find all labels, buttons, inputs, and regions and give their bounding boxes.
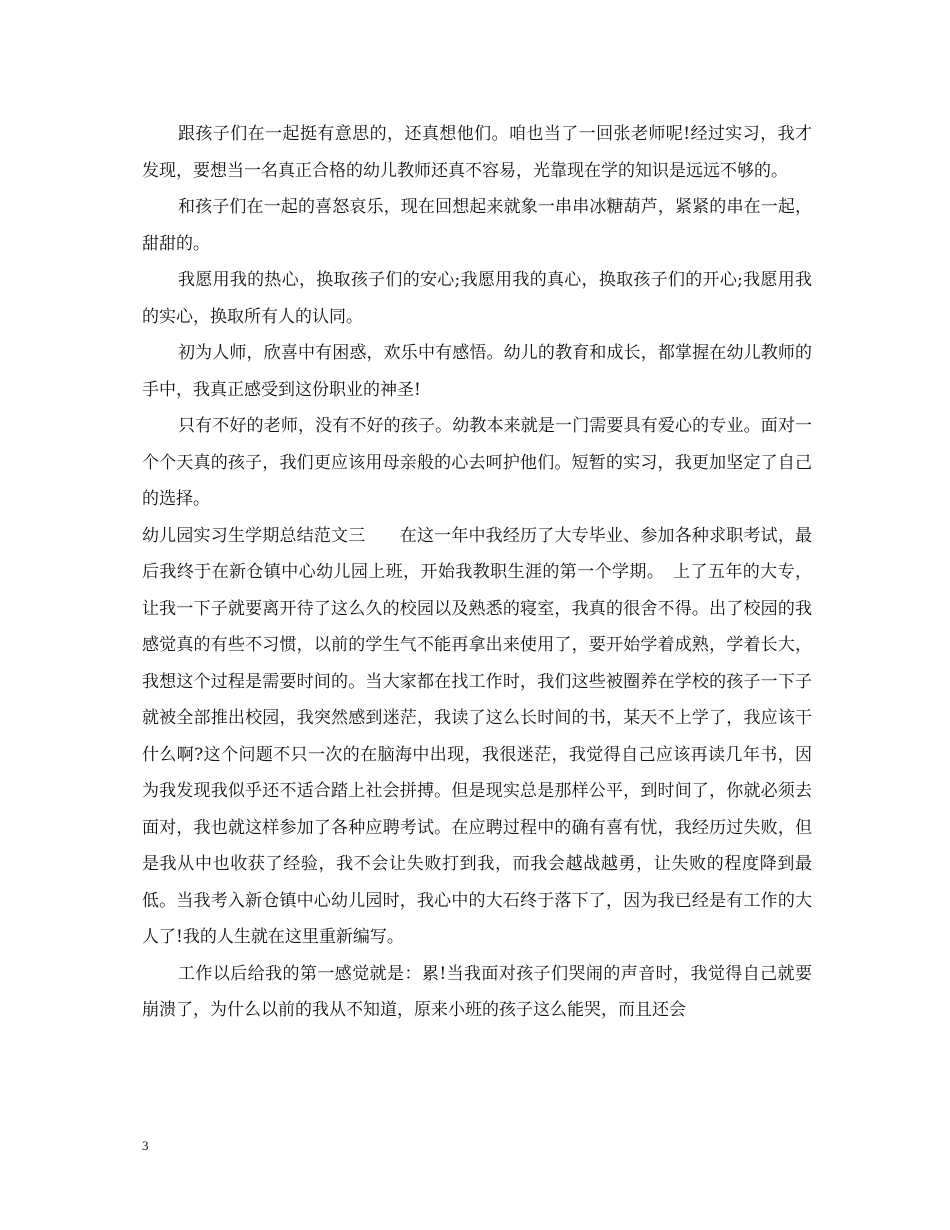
paragraph-4: 初为人师，欣喜中有困惑，欢乐中有感悟。幼儿的教育和成长，都掌握在幼儿教师的手中，我真正感受到这份职业的神圣! bbox=[142, 343, 812, 400]
paragraph-7: 工作以后给我的第一感觉就是：累!当我面对孩子们哭闹的声音时，我觉得自己就要崩溃了，为什么以前的我从不知道，原来小班的孩子这么能哭，而且还会 bbox=[142, 963, 812, 1020]
paragraph-3: 我愿用我的热心，换取孩子们的安心;我愿用我的真心，换取孩子们的开心;我愿用我的实心，换取所有人的认同。 bbox=[142, 270, 812, 327]
paragraph-2: 和孩子们在一起的喜怒哀乐，现在回想起来就象一串串冰糖葫芦，紧紧的串在一起，甜甜的。 bbox=[142, 197, 812, 254]
paragraph-1: 跟孩子们在一起挺有意思的，还真想他们。咱也当了一回张老师呢!经过实习，我才发现，要想当一名真正合格的幼儿教师还真不容易，光靠现在学的知识是远远不够的。 bbox=[142, 124, 812, 181]
page-number: 3 bbox=[142, 1138, 149, 1153]
paragraph-6-section-heading: 幼儿园实习生学期总结范文三 在这一年中我经历了大专毕业、参加各种求职考试，最后我终于在新仓镇中心幼儿园上班，开始我教职生涯的第一个学期。 上了五年的大专，让我一下子就要离开待了这么久的校园以及熟悉的寝室，我真的很舍不得。出了校园的我感觉真的有些不习惯，以前的学生气不能再拿出来使用了，要开始学着成熟，学着长大，我想这个过程是需要时间的。当大家都在找工作时，我们这些被圈养在学校的孩子一下子就被全部推出校园，我突然感到迷茫，我读了这么长时间的书，某天不上学了，我应该干什么啊?这个问题不只一次的在脑海中出现，我很迷茫，我觉得自己应该再读几年书，因为我发现我似乎还不适合踏上社会拼搏。但是现实总是那样公平，到时间了，你就必须去面对，我也就这样参加了各种应聘考试。在应聘过程中的确有喜有忧，我经历过失败，但是我从中也收获了经验，我不会让失败打到我，而我会越战越勇，让失败的程度降到最低。当我考入新仓镇中心幼儿园时，我心中的大石终于落下了，因为我已经是有工作的大人了!我的人生就在这里重新编写。 bbox=[142, 525, 812, 947]
paragraph-5: 只有不好的老师，没有不好的孩子。幼教本来就是一门需要具有爱心的专业。面对一个个天真的孩子，我们更应该用母亲般的心去呵护他们。短暂的实习，我更加坚定了自己的选择。 bbox=[142, 416, 812, 509]
document-body bbox=[142, 116, 812, 1029]
